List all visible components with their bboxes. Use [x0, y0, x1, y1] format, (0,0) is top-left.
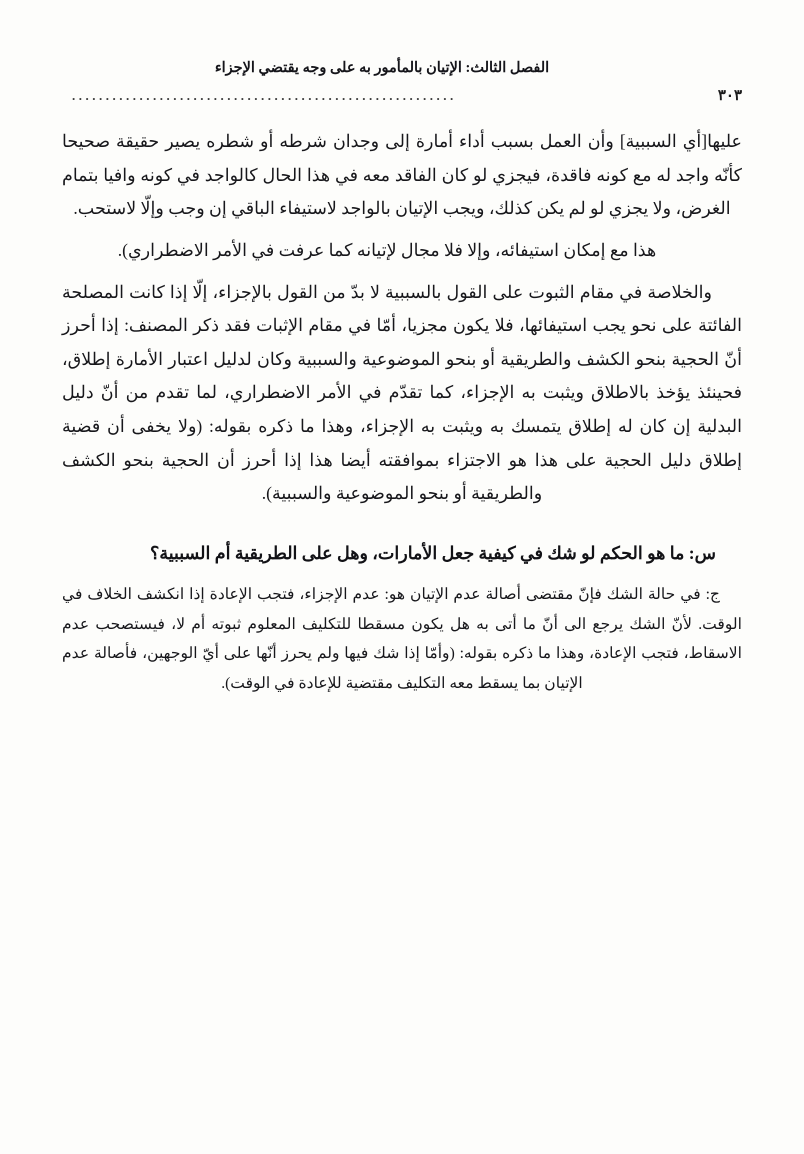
paragraph-2: هذا مع إمكان استيفائه، وإلا فلا مجال لإتيانه كما عرفت في الأمر الاضطراري).	[117, 240, 657, 261]
dot-leader: .........................................................	[72, 88, 457, 104]
paragraph-3: والخلاصة في مقام الثبوت على القول بالسببية لا بدّ من القول بالإجزاء، إلّا إذا كانت المصلحة الفائتة على نحو يجب استيفائها، فلا يكون مجزيا، أمّا في مقام الإثبات فقد ذكر المصنف: إذا أحرز أنّ الحجية بنحو الكشف والطريقية أو بنحو الموضوعية والسببية وكان لدليل اعتبار الأمارة إطلاق، فحينئذ يؤخذ بالاطلاق ويثبت به الإجزاء، كما تقدّم في الأمر الاضطراري، لما تقدم من أنّ دليل البدلية إن كان له إطلاق يتمسك به ويثبت به الإجزاء، وهذا ما ذكره بقوله: (ولا يخفى أن قضية إطلاق دليل الحجية على هذا هو الاجتزاء بموافقته أيضا هذا إذا أحرز أن الحجية بنحو الكشف والطريقية أو بنحو الموضوعية والسببية).	[62, 281, 742, 504]
page-number-row	[62, 86, 742, 107]
running-title: الفصل الثالث: الإتيان بالمأمور به على وجه يقتضي الإجزاء	[214, 60, 550, 76]
page-number: ٣٠٣	[717, 88, 742, 105]
answer-paragraph: ج: في حالة الشك فإنّ مقتضى أصالة عدم الإتيان هو: عدم الإجزاء، فتجب الإعادة إذا انكشف الخلاف في الوقت. لأنّ الشك يرجع الى أنّ ما أتى به هل يكون مسقطا للتكليف المعلوم ثبوته أم لا، فيستصحب عدم الاسقاط، فتجب الإعادة، وهذا ما ذكره بقوله: (وأمّا إذا شك فيها ولم يحرز أنّها على أيّ الوجهين، فأصالة عدم الإتيان بما يسقط معه التكليف مقتضية للإعادة في الوقت).	[62, 586, 742, 692]
page-content	[62, 58, 742, 1084]
running-title-row	[62, 58, 742, 78]
question-heading: س: ما هو الحكم لو شك في كيفية جعل الأمارات، وهل على الطريقية أم السببية؟	[150, 542, 716, 563]
paragraph-1: عليها[أي السببية] وأن العمل بسبب أداء أمارة إلى وجدان شرطه أو شطره يصير حقيقة صحيحا كأنّه واجد له مع كونه فاقدة، فيجزي لو كان الفاقد معه في هذا الحال كالواجد في كونه وافيا بتمام الغرض، ولا يجزي لو لم يكن كذلك، ويجب الإتيان بالواجد لاستيفاء الباقي إن وجب وإلّا لاستحب.	[62, 131, 742, 219]
page-header	[62, 58, 742, 107]
